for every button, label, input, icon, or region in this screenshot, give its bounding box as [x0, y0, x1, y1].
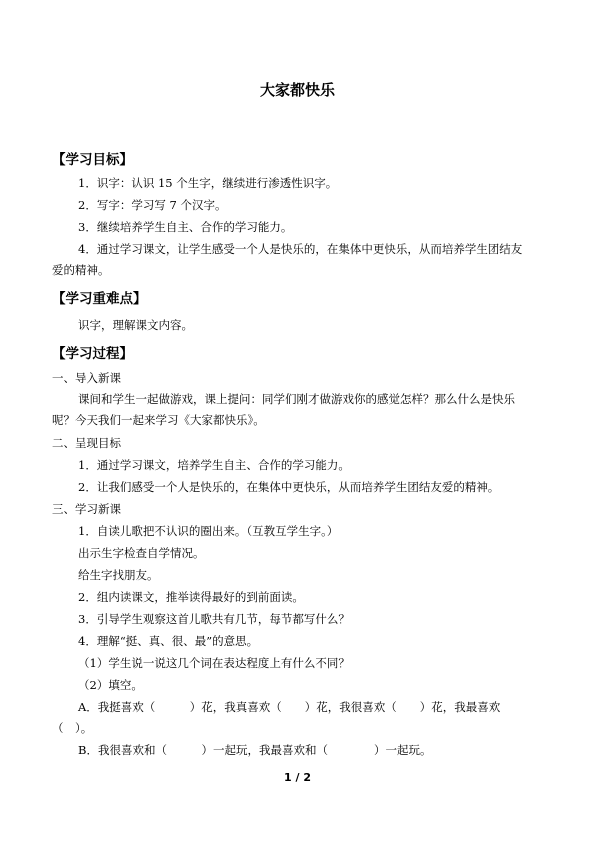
- heading-process: 【学习过程】: [52, 346, 133, 362]
- paragraph-line: 呢？今天我们一起来学习《大家都快乐》。: [52, 413, 265, 427]
- section-title: 二、呈现目标: [52, 436, 121, 450]
- goal-item: 3．继续培养学生自主、合作的学习能力。: [78, 220, 293, 234]
- paragraph-line: 课间和学生一起做游戏，课上提问：同学们刚才做游戏你的感觉怎样？那么什么是快乐: [78, 392, 515, 406]
- paragraph-line: 出示生字检查自学情况。: [78, 546, 205, 560]
- section-title: 一、导入新课: [52, 371, 121, 385]
- section-title: 三、学习新课: [52, 502, 121, 516]
- paragraph-line: 3．引导学生观察这首儿歌共有几节，每节都写什么？: [78, 612, 350, 626]
- goal-item: 4．通过学习课文，让学生感受一个人是快乐的，在集体中更快乐，从而培养学生团结友: [78, 242, 523, 256]
- goal-item: 2．写字：学习写 7 个汉字。: [78, 198, 227, 212]
- heading-goals: 【学习目标】: [52, 152, 133, 168]
- heading-key-points: 【学习重难点】: [52, 291, 147, 307]
- fill-blank-line: A．我挺喜欢（ ）花，我真喜欢（ ）花，我很喜欢（ ）花，我最喜欢: [78, 700, 501, 714]
- paragraph-line: 1．通过学习课文，培养学生自主、合作的学习能力。: [78, 458, 350, 472]
- fill-blank-line: （ ）。: [52, 721, 93, 735]
- paragraph-line: 1．自读儿歌把不认识的圈出来。（互教互学生字。）: [78, 524, 339, 538]
- paragraph-line: （1）学生说一说这几个词在表达程度上有什么不同？: [78, 656, 350, 670]
- paragraph-line: 2．让我们感受一个人是快乐的，在集体中更快乐，从而培养学生团结友爱的精神。: [78, 480, 500, 494]
- paragraph-line: 2．组内读课文，推举读得最好的到前面读。: [78, 590, 304, 604]
- key-points-text: 识字，理解课文内容。: [78, 318, 193, 332]
- goal-item: 1．识字：认识 15 个生字，继续进行渗透性识字。: [78, 176, 338, 190]
- goal-item-continued: 爱的精神。: [52, 263, 110, 277]
- paragraph-line: 4．理解“挺、真、很、最”的意思。: [78, 634, 259, 648]
- page-title: 大家都快乐: [259, 81, 335, 99]
- page-number: 1 / 2: [284, 771, 311, 784]
- fill-blank-line: B．我很喜欢和（ ）一起玩，我最喜欢和（ ）一起玩。: [78, 743, 432, 757]
- paragraph-line: 给生字找朋友。: [78, 568, 159, 582]
- paragraph-line: （2）填空。: [78, 678, 143, 692]
